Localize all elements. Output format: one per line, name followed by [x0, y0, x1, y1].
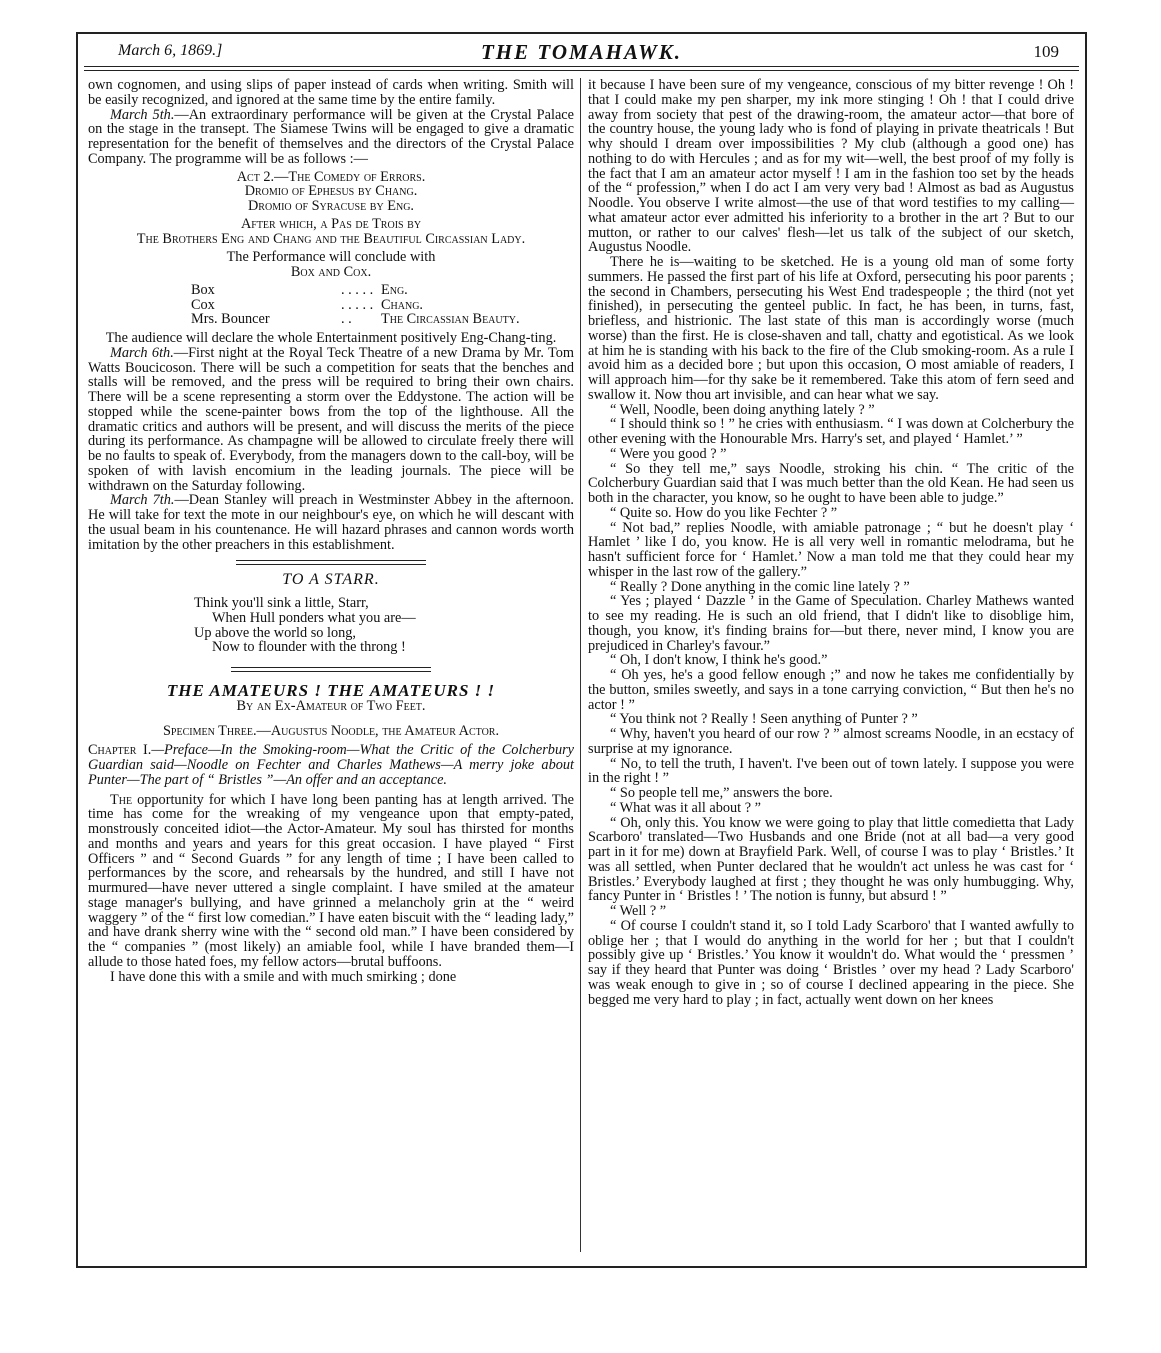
dialogue: “ Oh yes, he's a good fellow enough ;” and now he takes me confidentially by the button, smiles sweetly, and says in a tone carrying conviction, “ But then he's no actor ! ”	[588, 667, 1074, 713]
march5-paragraph	[88, 108, 574, 167]
dialogue: “ Really ? Done anything in the comic line lately ? ”	[610, 578, 910, 595]
page-frame-top	[76, 32, 1087, 34]
performance-conclude: The Performance will conclude with	[226, 249, 436, 266]
poem-line: Think you'll sink a little, Starr,	[194, 595, 369, 611]
cast-dots: . . . . .	[341, 281, 374, 298]
cast-actor: Eng.	[381, 281, 408, 298]
cast-dots: . . . . .	[341, 296, 374, 313]
after-which-line: After which, a Pas de Trois by	[240, 215, 422, 232]
chapter-label: Chapter I.	[88, 742, 152, 759]
march5-date: March 5th.	[110, 106, 175, 123]
poem-title: TO A STARR.	[282, 571, 380, 589]
march6-text: —First night at the Royal Teck Theatre of a new Drama by Mr. Tom Watts Boucicoson. There will be such a competition for seats that the benches and stalls will be removed, and the press will be required to bring their own chairs. There will be a scene representing a storm over the Eddystone. The action will be stopped while the scene-painter bows from the top of the lighthouse. All the dramatic critics and authors will be present, and will discuss the merits of the piece during its performance. As champagne will be allowed to circulate freely there will be no faults to speak of. Everybody, from the managers down to the call-boy, will be spoken of with lavish encomium in the leading journals. The piece will be withdrawn on the Saturday following.	[88, 344, 574, 494]
march6-date: March 6th.	[110, 344, 174, 361]
dialogue: “ What was it all about ? ”	[610, 799, 761, 816]
march7-text: —Dean Stanley will preach in Westminster Abbey in the afternoon. He will take for text the mote in our neighbour's eye, on which he will descant with the usual beam in his countenance. He will hazard phrases and cannon words worth imitation by the other preachers in this establishment.	[88, 492, 574, 553]
dialogue: “ You think not ? Really ! Seen anything of Punter ? ”	[610, 711, 918, 728]
publication-title: THE TOMAHAWK.	[480, 40, 683, 64]
page-frame-right	[1085, 32, 1087, 1268]
march7-paragraph	[88, 493, 574, 552]
dialogue: “ I should think so ! ” he cries with enthusiasm. “ I was down at Colcherbury the other evening with the Honourable Mrs. Harry's set, and played ‘ Hamlet.’ ”	[588, 416, 1074, 447]
dromio-ephesus: Dromio of Ephesus by Chang.	[244, 183, 418, 200]
poem-line: Up above the world so long,	[194, 624, 357, 641]
page-number: 109	[1033, 42, 1059, 61]
dialogue: “ Well ? ”	[610, 903, 667, 919]
running-header	[84, 40, 1079, 66]
march6-paragraph	[88, 346, 574, 494]
dialogue: “ Oh, only this. You know we were going to play that little comedietta that Lady Scarboro' translated—Two Husbands and one Bride (not at all bad—a very good part in it for me) down at Brayfield Park. Well, of course I was to play ‘ Bristles.’ It was all settled, when Punter declared that he wouldn't act unless he was cast for ‘ Bristles.’ Everybody laughed at first ; they thought he was only humbugging. Why, fancy Punter in ‘ Bristles ! ’ The notion is funny, but absurd ! ”	[588, 814, 1074, 905]
dialogue: “ No, to tell the truth, I haven't. I've been out of town lately. I suppose you were in the right ! ”	[588, 755, 1074, 787]
specimen-heading: Specimen Three.—Augustus Noodle, the Amateur Actor.	[162, 722, 500, 739]
chapter-synopsis-text: —Preface—In the Smoking-room—What the Critic of the Colcherbury Guardian said—Noodle on Fechter and Charles Mathews—A merry joke about Punter—The part of “ Bristles ”—An offer and an acceptance.	[88, 742, 575, 788]
page-frame-bottom	[76, 1266, 1087, 1268]
closing-line: I have done this with a smile and with much smirking ; done	[110, 968, 457, 985]
dialogue: “ Yes ; played ‘ Dazzle ’ in the Game of Speculation. Charley Mathews wanted to see my reading. He is such an old friend, that I didn't like to disoblige him, though, you know, it's finding brains for—but there, never mind, I know you are prejudiced in Charley's favour.”	[588, 593, 1074, 654]
dialogue: “ Oh, I don't know, I think he's good.”	[610, 652, 828, 669]
cast-actor: The Circassian Beauty.	[381, 311, 520, 328]
box-and-cox-title: Box and Cox.	[290, 264, 372, 280]
poem-line: Now to flounder with the throng !	[212, 639, 406, 656]
article-byline: By an Ex-Amateur of Two Feet.	[236, 697, 426, 714]
march7-date: March 7th.	[110, 492, 175, 509]
section-rule	[231, 667, 431, 672]
header-rule	[84, 66, 1079, 71]
dialogue: “ Of course I couldn't stand it, so I told Lady Scarboro' that I wanted awfully to oblige her ; that I would do anything in the world for her ; but that I couldn't possibly give up ‘ Bristles.’ You know it wouldn't do. What would the ‘ pressmen ’ say if they heard that Punter was doing ‘ Bristles ’ over my head ? Lady Scarboro' was weak enough to give in ; so of course I declined appearing in the piece. She begged me very hard to play ; in fact, actually went down on her knees	[588, 917, 1074, 1008]
section-rule	[236, 560, 426, 565]
page-frame-left	[76, 32, 78, 1268]
paragraph: it because I have been sure of my vengeance, conscious of my bitter revenge ! Oh ! that I could make my pen sharper, my ink more stinging ! Oh ! that I could drive away from society that pest of the drawing-room, the amateur actor—that bore of the country house, the young lady who is fond of playing in private theatricals ! But why should I dream over impossibilities ? My club (although a good one) has nothing to do with Hercules ; and as for my wit—well, the best proof of my folly is the fact that I am an amateur actor myself ! I am in the fashion too set by the heads of the “ profession,” when I do act I am very very bad ! Almost as bad as Augustus Noodle. You observe I write almost—the use of that word testifies to my calling—what amateur actor ever admitted his inferiority to a brother in the art ? But to our mutton, or rather to our calves' flesh—let us talk of the subject of our sketch, Augustus Noodle.	[588, 77, 1074, 256]
opening-text: opportunity for which I have long been panting has at length arrived. The time has come for the wreaking of my vengeance upon that empty-pated, monstrously conceited idiot—the Actor-Amateur. My soul has thirsted for months and months and years and years for this great occasion. I have played “ First Officers ” and “ Second Guards ” for any length of time ; I have been called to performances by the score, and rehearsals by the hundred, and still I have not murmured—have never uttered a single complaint. I have smiled at the amateur stage manager's bullying, and have grinned a melancholy grin at the “ weird waggery ” of the “ first low comedian.” I have eaten biscuit with the “ leading lady,” and have drank sherry wine with the “ second old man.” I have been considered by the “ companies ” (most likely) an amiable fool, while I have branded them—I allude to those hated foes, my fellow actors—brutal buffoons.	[88, 791, 574, 970]
poem-line: When Hull ponders what you are—	[212, 609, 416, 626]
cast-role: Box	[191, 281, 215, 298]
dialogue: “ So people tell me,” answers the bore.	[610, 785, 833, 801]
cast-actor: Chang.	[381, 296, 423, 313]
brothers-line: The Brothers Eng and Chang and the Beautiful Circassian Lady.	[136, 230, 526, 247]
left-column	[88, 78, 574, 984]
opening-paragraph	[88, 793, 574, 970]
dialogue: “ Not bad,” replies Noodle, with amiable patronage ; “ but he doesn't play ‘ Hamlet ’ like I do, you know. He is all very well in romantic melodrama, but he hasn't sufficient force for ‘ Hamlet.’ Now a man told me that they could hear my whisper in the last row of the gallery.”	[588, 519, 1074, 580]
march5-text: —An extraordinary performance will be given at the Crystal Palace on the stage in the transept. The Siamese Twins will be engaged to give a dramatic representation for the benefit of themselves and the directors of the Crystal Palace Company. The programme will be as follows :—	[88, 106, 574, 167]
cast-dots: . .	[341, 311, 352, 328]
column-divider	[580, 78, 581, 1252]
dialogue: “ Were you good ? ”	[610, 445, 727, 462]
dromio-syracuse: Dromio of Syracuse by Eng.	[247, 198, 414, 214]
intro-paragraph: own cognomen, and using slips of paper instead of cards when writing. Smith will be easily recognized, and ignored at the same time by the entire family.	[88, 77, 574, 108]
cast-role: Cox	[191, 296, 215, 313]
poem	[194, 596, 574, 655]
paragraph: There he is—waiting to be sketched. He is a young old man of some forty summers. He passed the first part of his life at Oxford, persecuting his poor parents ; the second in Chambers, persecuting his West End tradespeople ; the third (not yet finished), in persecuting the genteel public. In fact, he has been, in turns, fast, briefless, and histrionic. The last state of this man is accordingly worse (much worse) than the first. He is close-shaven and tall, chatty and egotistical. As we look at him he is standing with his back to the fire of the Club smoking-room. As a rule I avoid him as a decided bore ; but upon this occasion, O most amiable of readers, I will approach him—for thy sake be it remembered. Take this atom of fern seed and swallow it. Now thou art invisible, and can hear what we say.	[588, 254, 1074, 403]
dialogue: “ Well, Noodle, been doing anything lately ? ”	[610, 401, 875, 418]
audience-line: The audience will declare the whole Entertainment positively Eng-Chang-ting.	[105, 330, 557, 346]
dialogue: “ Quite so. How do you like Fechter ? ”	[610, 504, 838, 521]
article-title: THE AMATEURS ! THE AMATEURS ! !	[166, 681, 496, 700]
issue-date: March 6, 1869.]	[118, 42, 223, 59]
cast-role: Mrs. Bouncer	[191, 311, 270, 328]
dialogue: “ Why, haven't you heard of our row ? ” almost screams Noodle, in an ecstacy of surprise at my ignorance.	[588, 726, 1074, 757]
cast-list	[191, 283, 574, 327]
right-column	[588, 78, 1074, 1007]
dialogue: “ So they tell me,” says Noodle, stroking his chin. “ The critic of the Colcherbury Guardian said that I was much better than the old Kean. He had seen us both in the character, you know, so he ought to have been able to judge.”	[588, 460, 1074, 506]
opening-lead: The	[110, 791, 133, 808]
act-line: Act 2.—The Comedy of Errors.	[236, 168, 426, 185]
chapter-synopsis	[88, 743, 574, 787]
